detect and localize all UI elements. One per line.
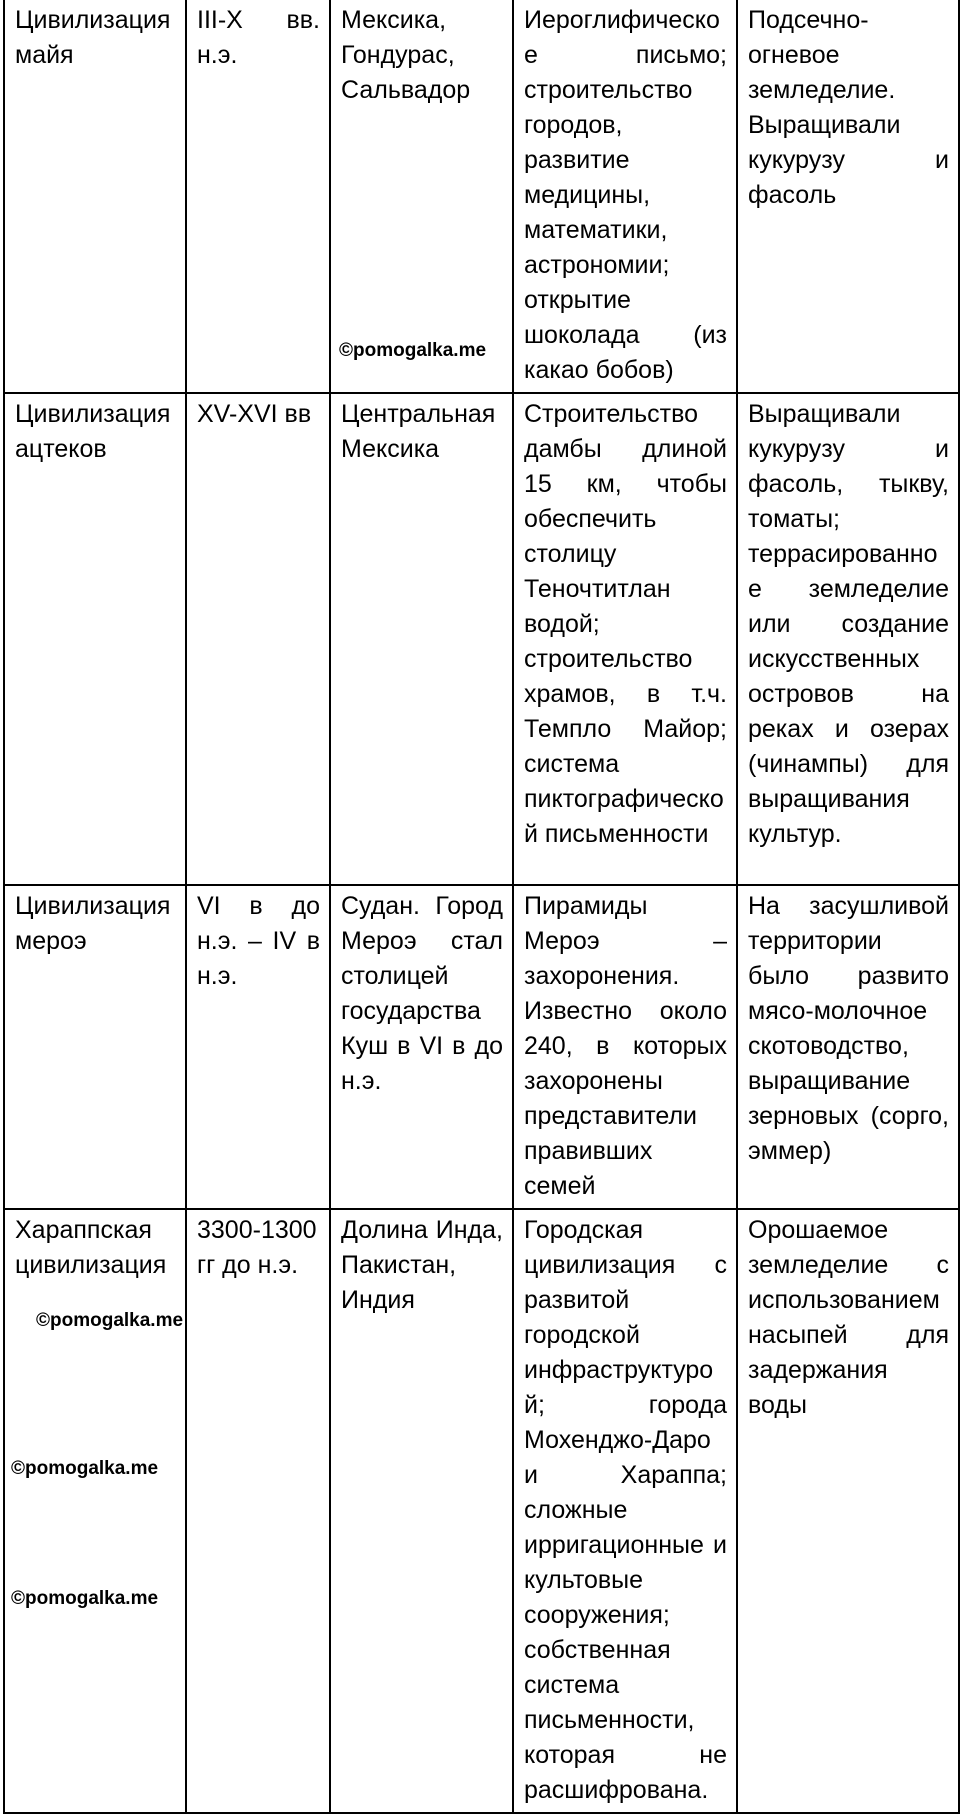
civilizations-table (3, 0, 960, 1814)
civilization-name: Цивилизация ацтеков (15, 400, 171, 463)
economy-text: Орошаемое земледелие с использованием насыпей для задержания воды (748, 1216, 949, 1419)
cell-location (330, 0, 513, 393)
achievements-text: Строительство дамбы длиной 15 км, чтобы обеспечить столицу Теночтитлан водой; строительство храмов, в т.ч. Темпло Майор; система пиктографической письменности (524, 400, 727, 848)
location-text: Мексика, Гондурас, Сальвадор (341, 6, 471, 104)
cell-economy (737, 885, 959, 1209)
cell-economy (737, 393, 959, 885)
table-row-meroe (4, 885, 959, 1209)
watermark-text: ©pomogalka.me (36, 1310, 184, 1331)
cell-achievements (513, 393, 737, 885)
cell-name (4, 885, 186, 1209)
location-text: Долина Инда, Пакистан, Индия (341, 1216, 503, 1314)
cell-achievements (513, 1209, 737, 1813)
period-text: III-X вв. н.э. (197, 6, 320, 69)
cell-name (4, 0, 186, 393)
economy-text: Подсечно-огневое земледелие. Выращивали кукурузу и фасоль (748, 6, 949, 209)
cell-name (4, 1209, 186, 1813)
location-text: Центральная Мексика (341, 400, 496, 463)
cell-period (186, 1209, 330, 1813)
civilization-name: Цивилизация майя (15, 6, 171, 69)
cell-achievements (513, 0, 737, 393)
achievements-text: Городская цивилизация с развитой городской инфраструктурой; города Мохенджо-Даро и Хараппа; сложные ирригационные и культовые сооружения; собственная система письменности, которая не расшифрована. (524, 1216, 727, 1804)
cell-period (186, 393, 330, 885)
cell-achievements (513, 885, 737, 1209)
table-row-harappa (4, 1209, 959, 1813)
civilization-name: Цивилизация мероэ (15, 892, 171, 955)
cell-location (330, 885, 513, 1209)
cell-economy (737, 1209, 959, 1813)
period-text: 3300-1300 гг до н.э. (197, 1216, 317, 1279)
watermark-text: ©pomogalka.me (339, 340, 487, 361)
civilization-name: Хараппская цивилизация (15, 1216, 167, 1279)
cell-name (4, 393, 186, 885)
achievements-text: Пирамиды Мероэ – захоронения. Известно около 240, в которых захоронены представители правивших семей (524, 892, 727, 1200)
cell-location (330, 1209, 513, 1813)
cell-period (186, 885, 330, 1209)
economy-text: Выращивали кукурузу и фасоль, тыкву, томаты; террасированное земледелие или создание искусственных островов на реках и озерах (чинампы) для выращивания культур. (748, 400, 949, 848)
achievements-text: Иероглифическое письмо; строительство городов, развитие медицины, математики, астрономии; открытие шоколада (из какао бобов) (524, 6, 727, 384)
table-row-maya (4, 0, 959, 393)
cell-location (330, 393, 513, 885)
period-text: XV-XVI вв (197, 400, 312, 428)
location-text: Судан. Город Мероэ стал столицей государства Куш в VI в до н.э. (341, 892, 503, 1095)
period-text: VI в до н.э. – IV в н.э. (197, 892, 320, 990)
watermark-text: ©pomogalka.me (11, 1458, 159, 1479)
cell-economy (737, 0, 959, 393)
economy-text: На засушливой территории было развито мясо-молочное скотоводство, выращивание зерновых (сорго, эммер) (748, 892, 949, 1165)
watermark-text: ©pomogalka.me (11, 1588, 159, 1609)
cell-period (186, 0, 330, 393)
table-row-aztec (4, 393, 959, 885)
